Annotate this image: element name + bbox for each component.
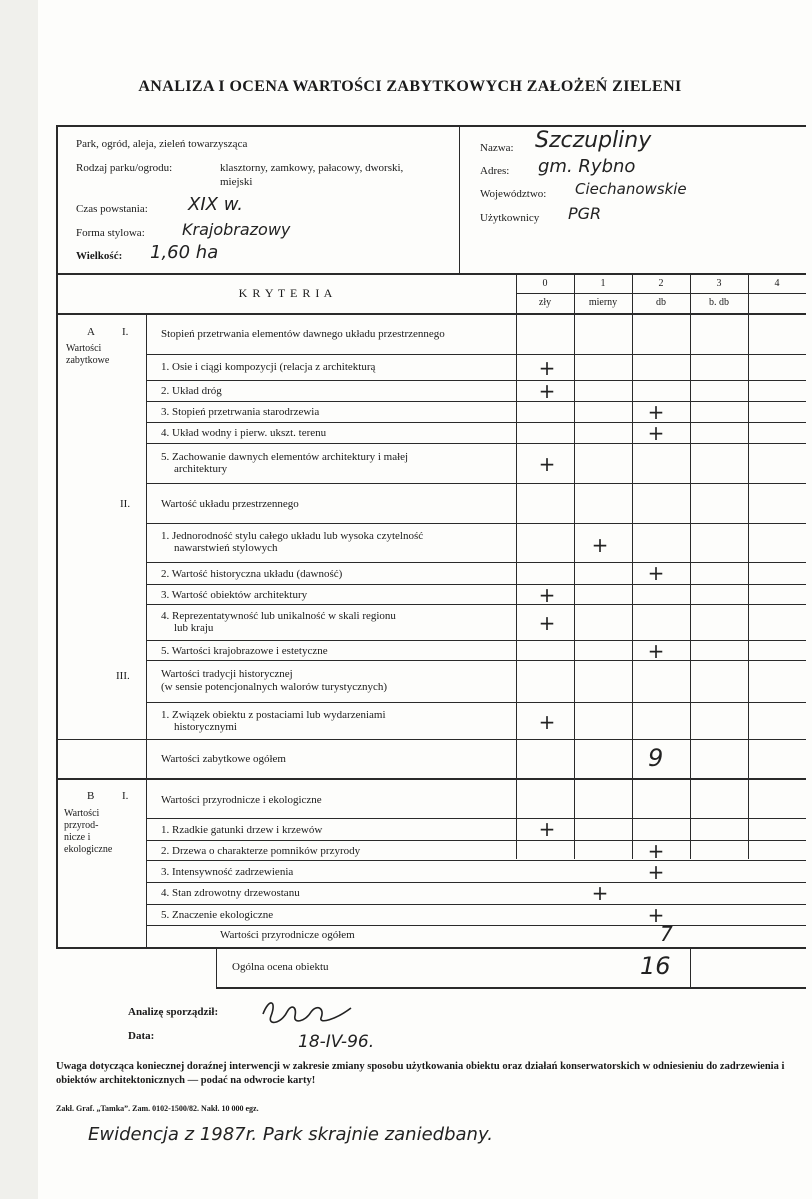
col-0-num: 0: [542, 278, 548, 289]
a-total-label: Wartości zabytkowe ogółem: [161, 753, 286, 765]
nazwa-value: Szczupliny: [535, 128, 652, 153]
row-a1-4: 4. Układ wodny i pierw. ukszt. terenu: [161, 427, 327, 439]
mark-a1-3: +: [647, 400, 665, 424]
row-a3-1-cont: historycznymi: [174, 721, 237, 733]
adres-label: Adres:: [480, 165, 510, 177]
row-a2-5: 5. Wartości krajobrazowe i estetyczne: [161, 645, 328, 657]
col-4-num: 4: [774, 278, 780, 289]
wojewodztwo-value: Ciechanowskie: [575, 180, 687, 198]
section-b-name-3: nicze i: [64, 832, 91, 843]
mark-a3-1: +: [538, 710, 556, 734]
mark-a1-1: +: [538, 356, 556, 380]
wojewodztwo-label: Województwo:: [480, 188, 547, 200]
wielkosc-value: 1,60 ha: [150, 242, 219, 263]
section-b-name-4: ekologiczne: [64, 844, 113, 855]
subsection-a2-title: Wartość układu przestrzennego: [161, 498, 299, 510]
criteria-header: K R Y T E R I A: [238, 286, 334, 300]
subsection-a1-title: Stopień przetrwania elementów dawnego układu przestrzennego: [161, 328, 445, 340]
row-a2-3: 3. Wartość obiektów architektury: [161, 589, 308, 601]
subsection-b1-title: Wartości przyrodnicze i ekologiczne: [161, 794, 322, 806]
row-a2-4: 4. Reprezentatywność lub unikalność w skali regionu: [161, 610, 396, 622]
rodzaj-options-2: miejski: [220, 176, 253, 188]
section-a3-roman: III.: [116, 670, 130, 682]
row-a2-2: 2. Wartość historyczna układu (dawność): [161, 568, 343, 580]
section-a-name: Wartości zabytkowe: [66, 343, 110, 366]
mark-a1-2: +: [538, 379, 556, 403]
col-2-name: db: [656, 297, 666, 308]
nazwa-label: Nazwa:: [480, 142, 514, 154]
section-a-roman: I.: [122, 326, 129, 338]
section-b-letter: B: [87, 790, 95, 802]
mark-a2-4: +: [538, 611, 556, 635]
col-0-name: zły: [538, 297, 552, 308]
section-b-name-1: Wartości: [64, 808, 100, 819]
subsection-a3-title-1: Wartości tradycji historycznej: [161, 668, 293, 680]
czas-value: XIX w.: [188, 194, 243, 215]
mark-b1-3: +: [647, 860, 665, 884]
print-info: Zakł. Graf. „Tamka”. Zam. 0102-1500/82. Nakł. 10 000 egz.: [56, 1104, 259, 1113]
row-a1-5: 5. Zachowanie dawnych elementów architektury i małej: [161, 451, 409, 463]
overall-label: Ogólna ocena obiektu: [232, 961, 329, 973]
row-a2-1-cont: nawarstwień stylowych: [174, 542, 278, 554]
data-value: 18-IV-96.: [298, 1032, 375, 1052]
object-type-line: Park, ogród, aleja, zieleń towarzysząca: [76, 138, 248, 150]
row-a1-2: 2. Układ dróg: [161, 385, 222, 397]
data-label: Data:: [128, 1030, 155, 1042]
row-a1-5-cont: architektury: [174, 463, 228, 475]
mark-a2-3: +: [538, 583, 556, 607]
intervention-note: Uwaga dotycząca koniecznej doraźnej interwencji w zakresie zmiany sposobu użytkowania obiektu oraz działań konserwatorskich w odniesieniu do zadrzewienia i obiektów architektonicznych — podać na odwrocie karty!: [56, 1061, 785, 1086]
row-a1-3: 3. Stopień przetrwania starodrzewia: [161, 406, 320, 418]
overall-value: 16: [640, 952, 671, 980]
mark-a2-2: +: [647, 561, 665, 585]
mark-b1-2: +: [647, 839, 665, 863]
col-3-num: 3: [716, 278, 722, 289]
mark-a1-5: +: [538, 452, 556, 476]
mark-a1-4: +: [647, 421, 665, 445]
col-3-name: b. db: [709, 297, 729, 308]
adres-value: gm. Rybno: [538, 156, 636, 177]
row-b1-1: 1. Rzadkie gatunki drzew i krzewów: [161, 824, 323, 836]
section-a-letter: A: [87, 326, 95, 338]
forma-label: Forma stylowa:: [76, 227, 145, 239]
mark-b1-4: +: [591, 881, 609, 905]
scan-edge: [0, 0, 38, 1199]
col-1-name: mierny: [588, 297, 618, 308]
row-b1-2: 2. Drzewa o charakterze pomników przyrody: [161, 845, 361, 857]
forma-value: Krajobrazowy: [182, 220, 291, 239]
a-total-value: 9: [648, 744, 664, 772]
row-a3-1: 1. Związek obiektu z postaciami lub wydarzeniami: [161, 709, 386, 721]
subsection-a3-title-2: (w sensie potencjonalnych walorów turystycznych): [161, 681, 388, 693]
col-1-num: 1: [600, 278, 606, 289]
row-b1-5: 5. Znaczenie ekologiczne: [161, 909, 274, 921]
mark-b1-5: +: [647, 903, 665, 927]
section-b-roman: I.: [122, 790, 129, 802]
rodzaj-label: Rodzaj parku/ogrodu:: [76, 162, 173, 174]
section-b-name-2: przyrod-: [64, 820, 99, 831]
form-title: ANALIZA I OCENA WARTOŚCI ZABYTKOWYCH ZAŁOŻEŃ ZIELENI: [138, 78, 682, 95]
section-a2-roman: II.: [120, 498, 131, 510]
row-b1-4: 4. Stan zdrowotny drzewostanu: [161, 887, 300, 899]
analiza-label: Analizę sporządził:: [128, 1006, 219, 1018]
czas-label: Czas powstania:: [76, 203, 148, 215]
rodzaj-options: klasztorny, zamkowy, pałacowy, dworski,: [220, 162, 404, 174]
handwritten-note: Ewidencja z 1987r. Park skrajnie zaniedbany.: [88, 1124, 493, 1145]
mark-a2-1: +: [591, 533, 609, 557]
b-total-value: 7: [660, 922, 673, 946]
wielkosc-label: Wielkość:: [76, 250, 123, 262]
uzytkownicy-label: Użytkownicy: [480, 212, 540, 224]
row-a2-1: 1. Jednorodność stylu całego układu lub wysoka czytelność: [161, 530, 424, 542]
uzytkownicy-value: PGR: [568, 204, 602, 223]
mark-a2-5: +: [647, 639, 665, 663]
row-a2-4-cont: lub kraju: [174, 622, 214, 634]
row-b1-3: 3. Intensywność zadrzewienia: [161, 866, 294, 878]
row-a1-1: 1. Osie i ciągi kompozycji (relacja z architekturą: [161, 361, 376, 373]
b-total-label: Wartości przyrodnicze ogółem: [220, 929, 355, 941]
mark-b1-1: +: [538, 817, 556, 841]
signature-icon: [255, 994, 365, 1034]
col-2-num: 2: [658, 278, 664, 289]
